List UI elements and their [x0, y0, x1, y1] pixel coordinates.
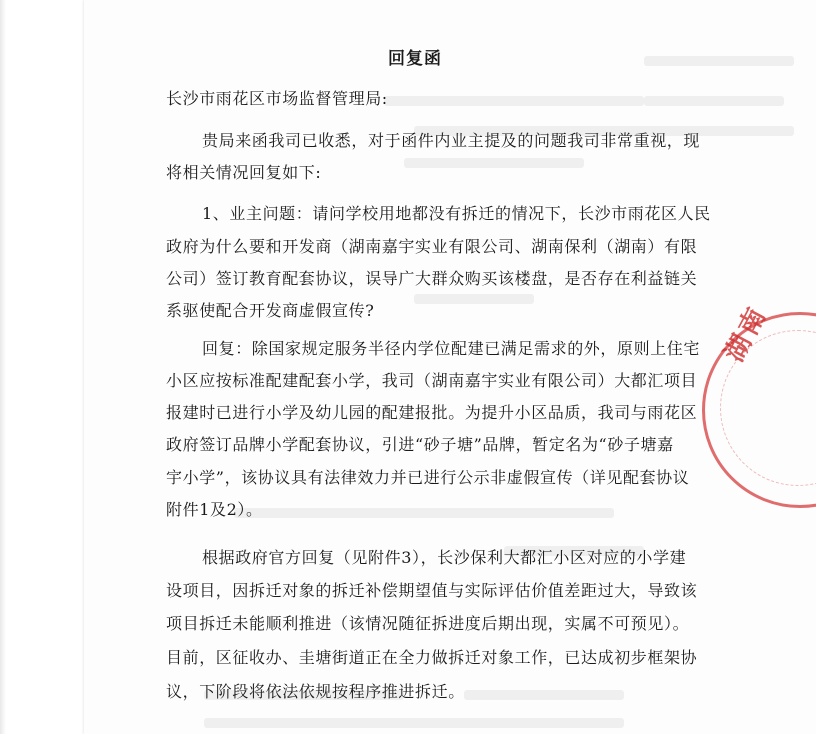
reply-line-2: 小区应按标准配建配套小学，我司（湖南嘉宇实业有限公司）大都汇项目 — [166, 371, 698, 390]
scan-left-edge — [0, 0, 6, 734]
question-line-1: 1、业主问题：请问学校用地都没有拆迁的情况下，长沙市雨花区人民 — [202, 204, 711, 223]
reply-line-4: 政府签订品牌小学配套协议，引进“砂子塘”品牌，暂定名为“砂子塘嘉 — [166, 435, 674, 454]
reply-line-5: 宇小学”，该协议具有法律效力并已进行公示非虚假宣传（详见配套协议 — [166, 468, 690, 487]
gov-reply-line-4: 目前，区征收办、圭塘街道正在全力做拆迁对象工作，已达成初步框架协 — [166, 648, 698, 667]
intro-line-2: 将相关情况回复如下: — [166, 163, 322, 182]
company-seal-text: 湖南 — [719, 299, 774, 367]
question-line-2: 政府为什么要和开发商（湖南嘉宇实业有限公司、湖南保利（湖南）有限 — [166, 237, 698, 256]
reply-line-1: 回复：除国家规定服务半径内学位配建已满足需求的外，原则上住宅 — [202, 339, 701, 358]
gov-reply-line-1: 根据政府官方回复（见附件3），长沙保利大都汇小区对应的小学建 — [202, 548, 687, 567]
document-title: 回复函 — [388, 49, 442, 69]
gov-reply-line-5: 议，下阶段将依法依规按程序推进拆迁。 — [166, 682, 465, 701]
gov-reply-line-2: 设项目，因拆迁对象的拆迁补偿期望值与实际评估价值差距过大，导致该 — [166, 581, 698, 600]
gov-reply-line-3: 项目拆迁未能顺利推进（该情况随征拆进度后期出现，实属不可预见）。 — [166, 614, 690, 633]
question-line-3: 公司）签订教育配套协议，误导广大群众购买该楼盘，是否存在利益链关 — [166, 269, 698, 288]
question-line-4: 系驱使配合开发商虚假宣传? — [166, 301, 375, 320]
recipient-line: 长沙市雨花区市场监督管理局: — [166, 89, 388, 108]
intro-line-1: 贵局来函我司已收悉，对于函件内业主提及的问题我司非常重视，现 — [202, 131, 701, 150]
reply-line-6: 附件1及2）。 — [166, 500, 263, 519]
document-page — [84, 0, 816, 734]
reply-line-3: 报建时已进行小学及幼儿园的配建报批。为提升小区品质，我司与雨花区 — [166, 403, 698, 422]
